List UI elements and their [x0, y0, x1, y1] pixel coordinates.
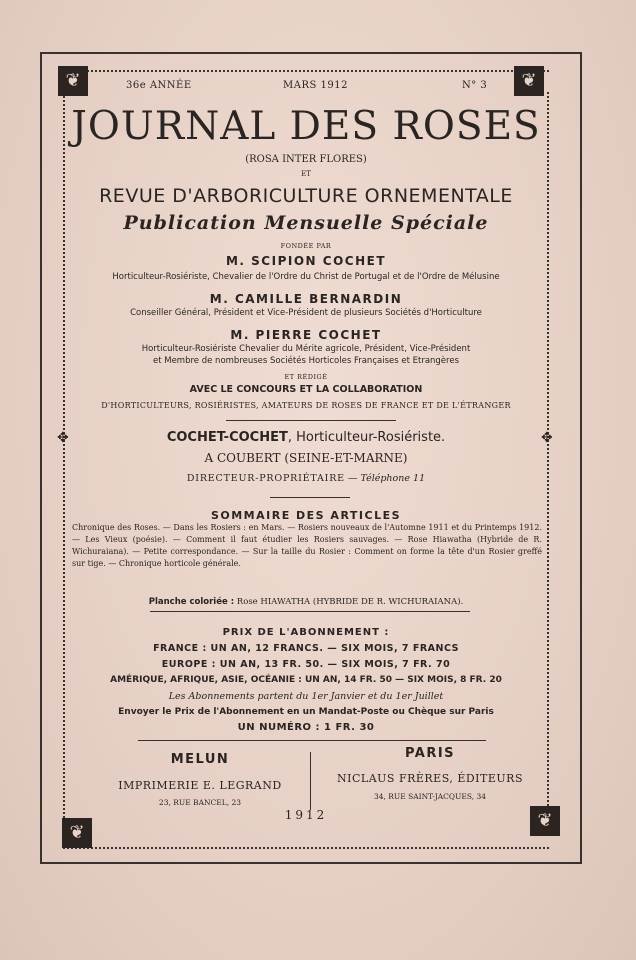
ornament-corner-icon: ❦ — [514, 66, 544, 96]
abonnement-heading: PRIX DE L'ABONNEMENT : — [222, 627, 390, 638]
price-amerique: AMÉRIQUE, AFRIQUE, ASIE, OCÉANIE : UN AN, 14 FR. 50 — SIX MOIS, 8 FR. 20 — [110, 675, 502, 685]
director-name: COCHET-COCHET — [166, 430, 288, 445]
planche — [64, 597, 548, 607]
side-ornament-icon: ✥ — [541, 430, 553, 446]
revue-title: REVUE D'ARBORICULTURE ORNEMENTALE — [99, 185, 513, 207]
sommaire-text: Chronique des Roses. — Dans les Rosiers : en Mars. — Rosiers nouveaux de l'Automne 1911 et du Printemps 1912. — Les Vieux (poésie). — Comment il faut étudier les Rosiers sauvages. — Rose Hiawatha (Hybride de R. Wichuraiana). — Petite correspondance. — Sur la taille du Rosier : Comment on forme la tête d'un Rosier greffé sur tige. — Chronique horticole générale. — [72, 523, 542, 568]
melun-city: MELUN — [170, 752, 230, 767]
abonnement-envoyer: Envoyer le Prix de l'Abonnement en un Mandat-Poste ou Chèque sur Paris — [118, 707, 494, 717]
publication-year: 1912 — [284, 808, 328, 822]
founder-name: M. SCIPION COCHET — [225, 254, 386, 268]
director-place: A COUBERT (SEINE-ET-MARNE) — [204, 451, 408, 465]
abonnement-numero: UN NUMÉRO : 1 FR. 30 — [237, 722, 375, 733]
column-divider — [310, 752, 311, 810]
planche-label: Planche coloriée : — [148, 597, 235, 607]
divider — [226, 420, 396, 421]
ornament-corner-icon: ❦ — [62, 818, 92, 848]
concours: AVEC LE CONCOURS ET LA COLLABORATION — [189, 384, 423, 395]
divider — [138, 740, 486, 741]
issue-date: MARS 1912 — [283, 80, 348, 91]
publication-type: Publication Mensuelle Spéciale — [123, 212, 489, 234]
paris-city: PARIS — [404, 746, 456, 761]
issue-year: 36e ANNÉE — [126, 80, 192, 91]
paris-address: 34, RUE SAINT-JACQUES, 34 — [373, 792, 487, 801]
journal-title: JOURNAL DES ROSES — [71, 104, 541, 149]
divider — [270, 497, 350, 498]
director-role: DIRECTEUR-PROPRIÉTAIRE — [186, 473, 345, 484]
founder-desc: Horticulteur-Rosiériste Chevalier du Mérite agricole, Président, Vice-Président — [141, 344, 471, 354]
melun-address: 23, RUE BANCEL, 23 — [158, 798, 242, 807]
melun-printer: IMPRIMERIE E. LEGRAND — [118, 779, 282, 792]
paris-publisher: NICLAUS FRÈRES, ÉDITEURS — [337, 772, 523, 785]
collaboration: D'HORTICULTEURS, ROSIÉRISTES, AMATEURS DE ROSES DE FRANCE ET DE L'ÉTRANGER — [101, 401, 511, 410]
issue-number: N° 3 — [462, 80, 488, 91]
sommaire-heading: SOMMAIRE DES ARTICLES — [210, 509, 402, 522]
fondee-par: FONDÉE PAR — [280, 242, 332, 250]
divider — [150, 611, 470, 612]
conjunction: ET — [301, 170, 311, 178]
planche-value: Rose HIAWATHA (HYBRIDE DE R. WICHURAIANA). — [236, 597, 464, 607]
journal-subtitle: (ROSA INTER FLORES) — [245, 154, 367, 165]
price-europe: EUROPE : UN AN, 13 FR. 50. — SIX MOIS, 7 FR. 70 — [161, 659, 451, 670]
director-role-line — [64, 473, 548, 484]
side-ornament-icon: ✥ — [57, 430, 69, 446]
founder-desc: Conseiller Général, Président et Vice-Président de plusieurs Sociétés d'Horticulture — [130, 308, 482, 318]
abonnement-partent: Les Abonnements partent du 1er Janvier et du 1er Juillet — [168, 691, 444, 702]
redige: ET RÉDIGÉ — [284, 373, 328, 381]
founder-desc: Horticulteur-Rosiériste, Chevalier de l'Ordre du Christ de Portugal et de l'Ordre de Mélusine — [112, 272, 500, 282]
price-france: FRANCE : UN AN, 12 FRANCS. — SIX MOIS, 7 FRANCS — [153, 643, 459, 654]
founder-desc-2: et Membre de nombreuses Sociétés Horticoles Françaises et Etrangères — [152, 356, 460, 366]
director-line — [64, 430, 548, 445]
founder-name: M. PIERRE COCHET — [230, 328, 382, 342]
director-phone: — Téléphone 11 — [347, 473, 426, 484]
ornament-corner-icon: ❦ — [58, 66, 88, 96]
ornament-corner-icon: ❦ — [530, 806, 560, 836]
founder-name: M. CAMILLE BERNARDIN — [209, 292, 403, 306]
director-title: , Horticulteur-Rosiériste. — [287, 430, 446, 445]
